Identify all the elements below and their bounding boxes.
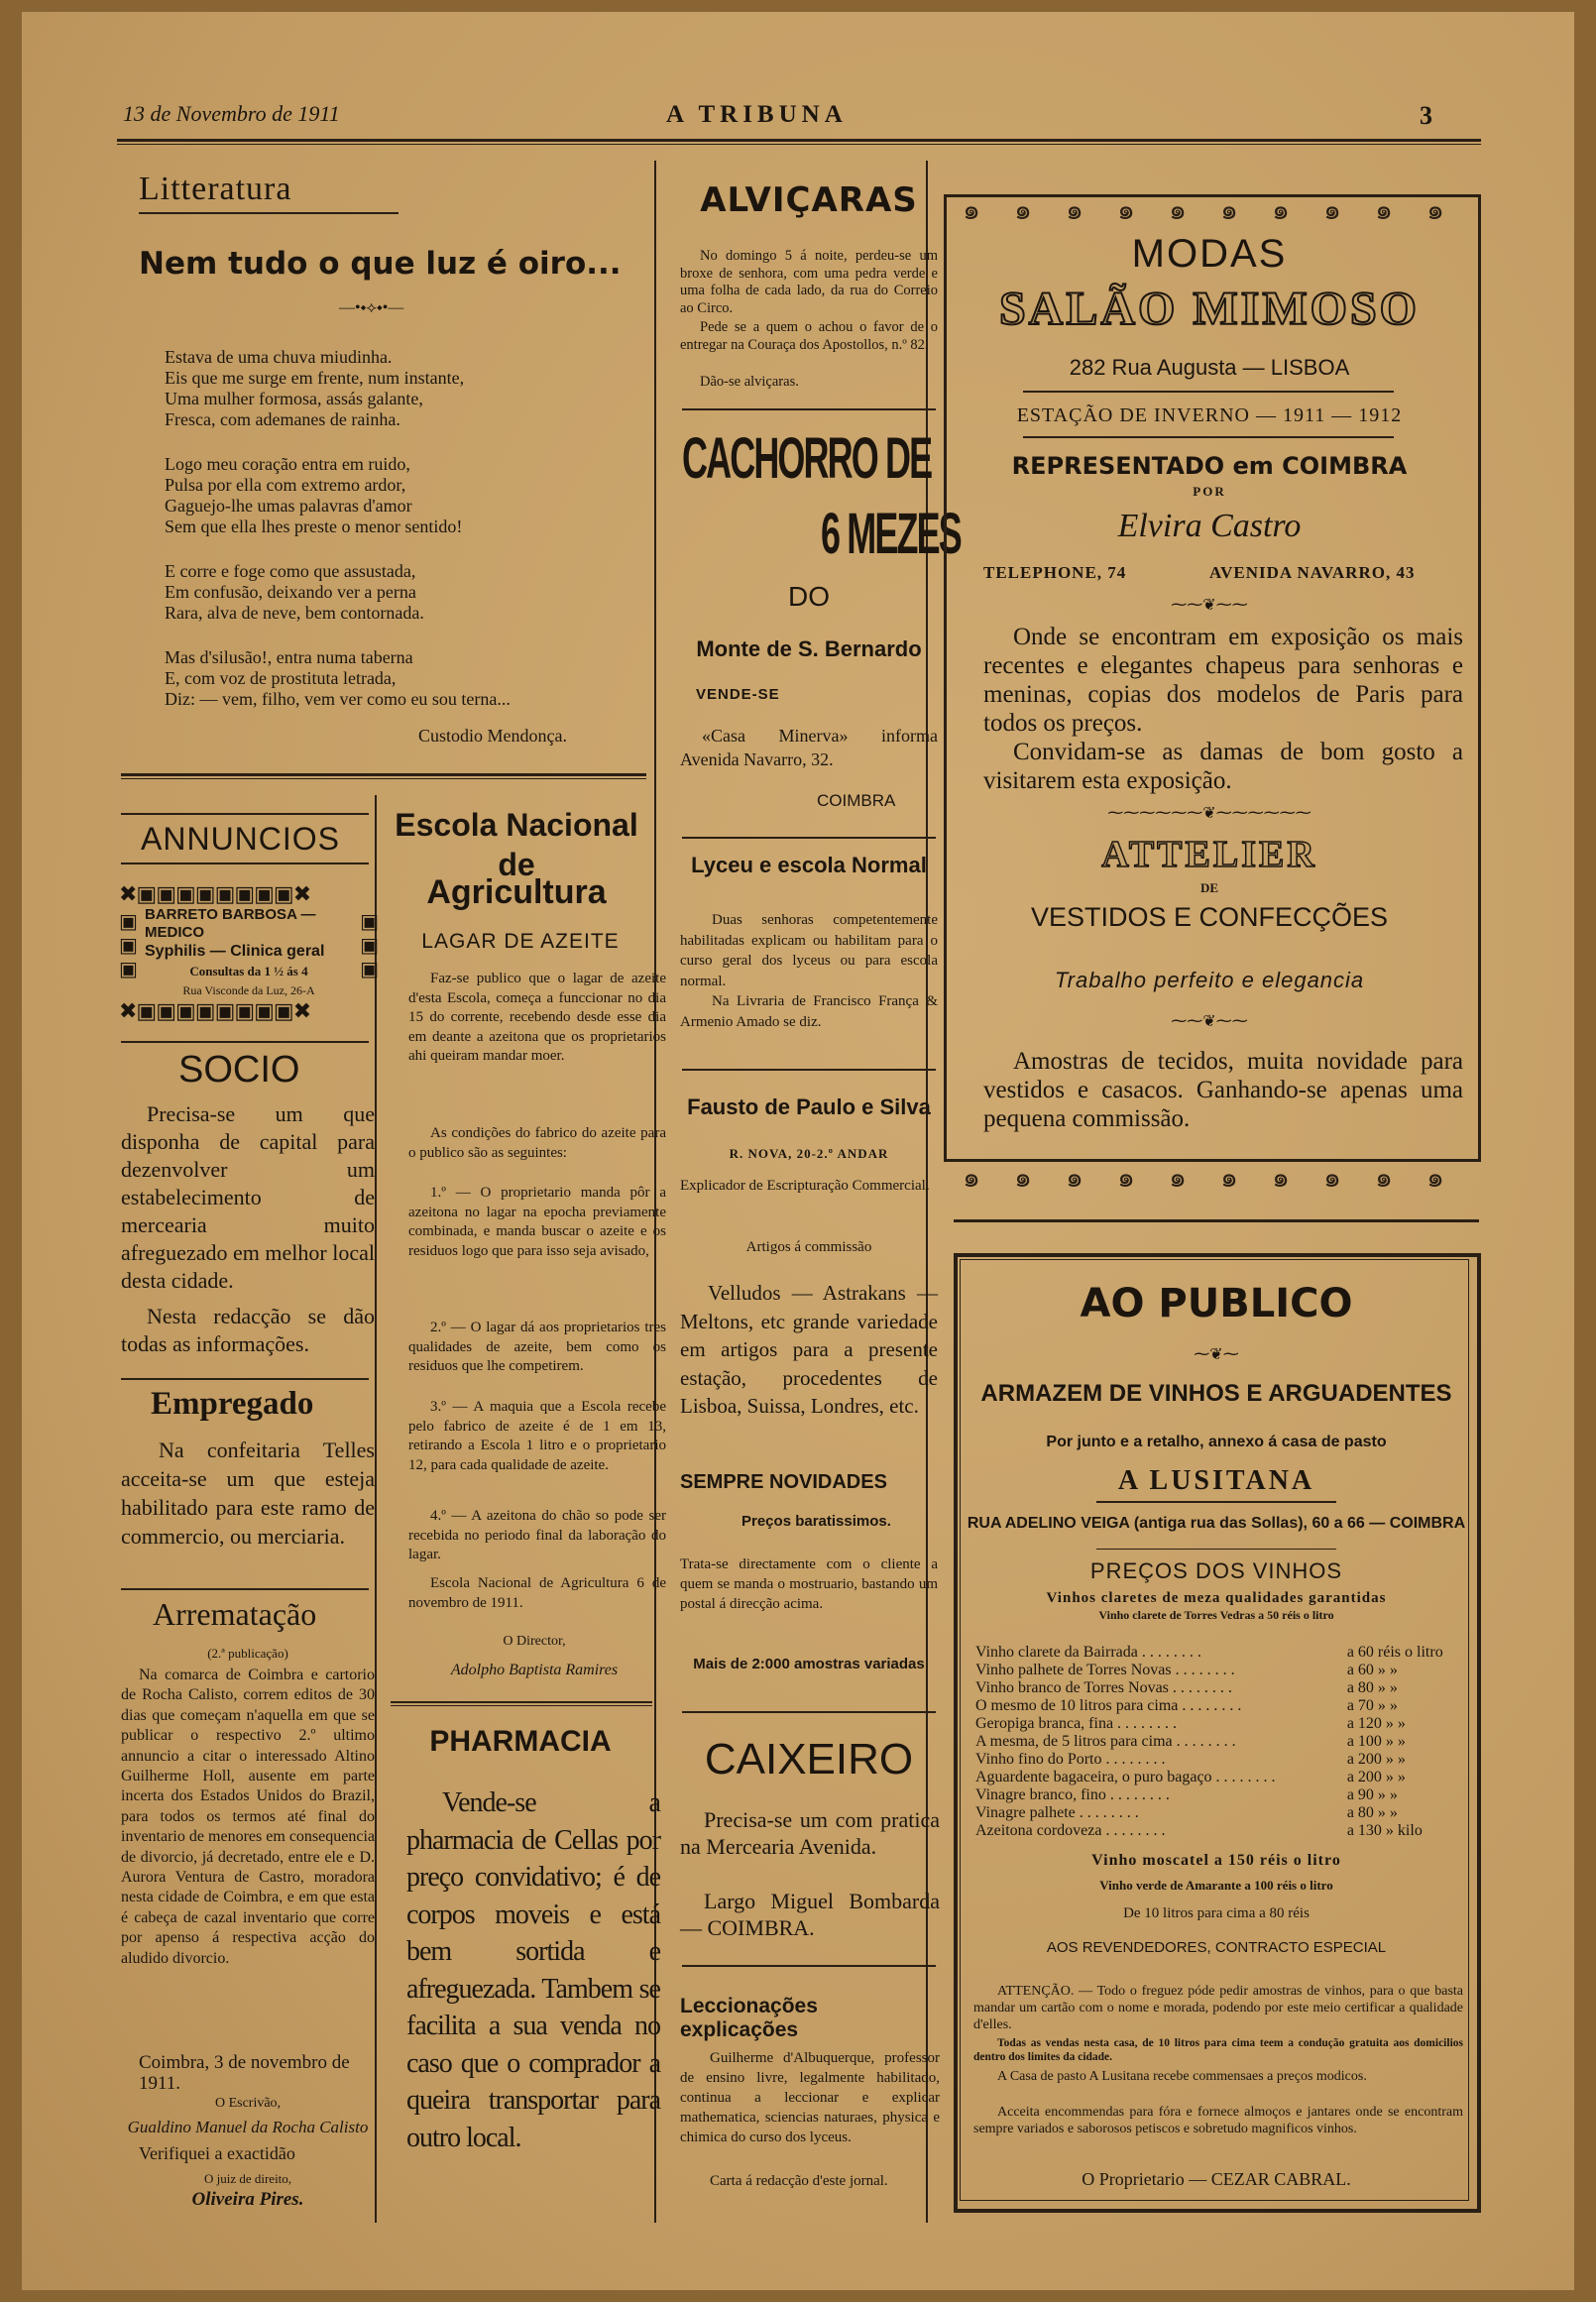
poem-line: Gaguejo-lhe umas palavras d'amor (165, 496, 412, 516)
escola-p1: Faz-se publico que o lagar de azeite d'esta Escola, começa a funccionar no dia 15 do corrente, recebendo desde esse dia em deante a azeitona que os proprietarios ahi queiram mandar moer. (408, 971, 666, 1064)
salao-ornament-3: ⁓⁓❦⁓⁓ (1171, 1013, 1248, 1030)
arrematacao-date: Coimbra, 3 de novembro de 1911. (139, 2052, 350, 2094)
wine-row (975, 1822, 1465, 1840)
fausto-velludos: Velludos — Astrakans — Meltons, etc grande variedade em artigos para a presente estação, procedentes de Lisboa, Suissa, Londres, etc. (680, 1281, 938, 1418)
pharmacia-body: Vende-se a pharmacia de Cellas por preço convidativo; é de corpos moveis e está bem sortida e afreguezada. Tambem se facilita a sua venda no caso que o comprador a queira transportar para outro local. (406, 1787, 660, 2153)
header-paper-title: A TRIBUNA (666, 101, 848, 128)
header-rule-thin (117, 144, 1481, 145)
literatura-section: Litteratura (139, 171, 292, 207)
fausto-title: Fausto de Paulo e Silva (687, 1094, 931, 1119)
poem-body (165, 335, 511, 722)
cachorro-city: COIMBRA (817, 791, 896, 810)
alvicaras-reward: Dão-se alviçaras. (700, 374, 799, 390)
publico-claretes: Vinhos claretes de meza qualidades garantidas (1046, 1590, 1387, 1606)
arrematacao-title: Arrematação (153, 1596, 317, 1632)
wine-price: a 60 » » (1346, 1662, 1398, 1678)
socio-body: Precisa-se um que disponha de capital para dezenvolver um estabelecimento de mercearia muito afreguezado em melhor local desta cidade. (121, 1101, 375, 1293)
wine-price: a 80 » » (1346, 1679, 1398, 1696)
leccionacoes-title: Leccionações explicações (680, 1995, 818, 2041)
wine-name: Vinho clarete da Bairrada . . . . . . . . (975, 1644, 1201, 1661)
leccionacoes-carta: Carta á redacção d'este jornal. (710, 2173, 888, 2189)
juiz-signature: Oliveira Pires. (191, 2189, 304, 2210)
publico-top-rule (954, 1219, 1479, 1222)
wine-row (975, 1715, 1465, 1733)
leccionacoes-body: Guilherme d'Albuquerque, professor de ensino livre, legalmente habilitado, continua a leccionar e explicar mathematica, sciencias naturaes, physica e chimica do curso dos lyceus. (680, 2050, 940, 2145)
publico-amarante: Vinho verde de Amarante a 100 réis o litro (1099, 1878, 1333, 1893)
publico-moscatel: Vinho moscatel a 150 réis o litro (1091, 1852, 1341, 1869)
card-specialty: Syphilis — Clinica geral (145, 943, 325, 960)
salao-telephone: TELEPHONE, 74 (983, 563, 1127, 582)
verifiquei-text: Verifiquei a exactidão (139, 2143, 295, 2163)
fausto-top-rule (682, 1069, 936, 1071)
salao-elvira: Elvira Castro (1117, 508, 1302, 544)
salao-atelier: ATTELIER (1101, 834, 1317, 875)
publico-armazem: ARMAZEM DE VINHOS E ARGUADENTES (980, 1380, 1452, 1407)
wine-price: a 90 » » (1346, 1786, 1398, 1803)
wine-name: Azeitona cordoveza . . . . . . . . (975, 1822, 1166, 1839)
cachorro-info: «Casa Minerva» informa Avenida Navarro, 32. (680, 726, 938, 769)
wine-price: a 200 » » (1346, 1769, 1406, 1785)
caixeiro-address: Largo Miguel Bombarda — COIMBRA. (680, 1889, 940, 1940)
salao-name: SALÃO MIMOSO (998, 283, 1421, 335)
salao-ornament-1: ⁓⁓❦⁓⁓ (1171, 597, 1248, 614)
wine-row (975, 1679, 1465, 1697)
fausto-commissao: Artigos á commissão (745, 1239, 872, 1255)
wine-name: Aguardente bagaceira, o puro bagaço . . . . . . . . (975, 1769, 1276, 1785)
empregado-body: Na confeitaria Telles acceita-se um que esteja habilitado para este ramo de commercio, ou merciaria. (121, 1438, 375, 1549)
card-border-top: ✖▣▣▣▣▣▣▣▣✖ (119, 881, 311, 906)
salao-por: POR (1193, 484, 1226, 499)
salao-p1: Onde se encontram em exposição os mais recentes e elegantes chapeus para senhoras e meninas, copias dos modelos de Paris para todos os preços. (983, 624, 1463, 737)
wine-row (975, 1804, 1465, 1822)
escola-title-1: Escola Nacional de (395, 807, 638, 882)
pharmacia-title: PHARMACIA (429, 1725, 612, 1758)
caixeiro-top-rule (682, 1711, 936, 1713)
escola-condition-2: 2.º — O lagar dá aos proprietarios tres qualidades de azeite, bem como os residuos que lhe competirem. (408, 1320, 666, 1374)
salao-p2: Convidam-se as damas de bom gosto a visitarem esta exposição. (983, 739, 1463, 794)
cachorro-line-2: 6 MEZES (821, 502, 961, 566)
publico-junto: Por junto e a retalho, annexo á casa de pasto (1046, 1434, 1387, 1450)
card-border-left: ▣ ▣ ▣ (119, 911, 138, 980)
wine-price: a 130 » kilo (1346, 1822, 1423, 1839)
socio-title: SOCIO (178, 1049, 300, 1091)
poem-line: Rara, alva de neve, bem contornada. (165, 603, 424, 623)
literatura-bottom-rule-thin (121, 778, 646, 779)
salao-rule-2 (1023, 436, 1394, 438)
literatura-bottom-rule (121, 773, 646, 776)
pharmacia-top-rule (391, 1701, 652, 1703)
wine-row (975, 1697, 1465, 1715)
lyceu-title: Lyceu e escola Normal (691, 853, 927, 877)
publico-rua-rule (1096, 1549, 1336, 1550)
poem-line: Pulsa por ella com extremo ardor, (165, 475, 406, 495)
salao-de: DE (1199, 880, 1219, 895)
leccionacoes-top-rule (682, 1965, 936, 1967)
fausto-trata-se: Trata-se directamente com o cliente a quem se manda o mostruario, bastando um postal á direcção acima. (680, 1556, 938, 1612)
wine-price: a 60 réis o litro (1346, 1644, 1443, 1661)
header-page-number: 3 (1420, 101, 1432, 130)
wine-row (975, 1644, 1465, 1662)
escrivao-signature: Gualdino Manuel da Rocha Calisto (127, 2118, 369, 2136)
salao-modas: MODAS (1131, 232, 1288, 276)
poem-line: Uma mulher formosa, assás galante, (165, 389, 423, 408)
doctor-card (119, 882, 379, 1023)
publico-accepta: Acceita encommendas para fóra e fornece almoços e jantares onde se encontram sempre variados e saborosos petiscos e sobretudo magnificos vinhos. (973, 2105, 1463, 2136)
empregado-top-rule (121, 1378, 369, 1380)
wine-name: Geropiga branca, fina . . . . . . . . (975, 1715, 1178, 1732)
wine-price: a 120 » » (1346, 1715, 1406, 1732)
salao-rule-1 (1023, 391, 1394, 393)
card-border-right: ▣ ▣ ▣ (360, 911, 379, 980)
pharmacia-top-rule-thin (391, 1705, 652, 1706)
poem-line: E, com voz de prostituta letrada, (165, 668, 397, 688)
wine-row (975, 1733, 1465, 1751)
wine-name: Vinho branco de Torres Novas . . . . . . . . (975, 1679, 1232, 1696)
wine-row (975, 1662, 1465, 1679)
escola-title-2: Agricultura (426, 873, 607, 911)
poem-title: Nem tudo o que luz é oiro... (139, 246, 622, 282)
wine-name: Vinagre branco, fino . . . . . . . . (975, 1786, 1170, 1803)
fausto-amostras: Mais de 2:000 amostras variadas (693, 1656, 925, 1672)
escola-condition-1: 1.º — O proprietario manda pôr a azeitona no lagar na epocha previamente combinada, e manda buscar o azeite e os residuos logo que para isso seja avisado, (408, 1185, 666, 1259)
wine-row (975, 1786, 1465, 1804)
salao-ornament-2: ⁓⁓⁓⁓⁓⁓❦⁓⁓⁓⁓⁓⁓ (1107, 805, 1311, 822)
cachorro-vende-se: VENDE-SE (696, 686, 780, 703)
newspaper-page (22, 12, 1574, 2290)
wine-name: Vinho fino do Porto . . . . . . . . (975, 1751, 1166, 1768)
escola-p2: As condições do fabrico do azeite para o publico são as seguintes: (408, 1125, 666, 1161)
header-date: 13 de Novembro de 1911 (123, 101, 340, 126)
lyceu-top-rule (682, 837, 936, 839)
salao-representado: REPRESENTADO em COIMBRA (1011, 452, 1408, 480)
fausto-precos: Preços baratissimos. (741, 1513, 891, 1530)
poem-line: Logo meu coração entra em ruido, (165, 454, 410, 474)
poem-line: E corre e foge como que assustada, (165, 561, 416, 581)
wine-row (975, 1769, 1465, 1786)
escola-date: Escola Nacional de Agricultura 6 de novembro de 1911. (408, 1575, 666, 1611)
escrivao-label: O Escrivão, (214, 2096, 282, 2111)
wine-name: O mesmo de 10 litros para cima . . . . . . . . (975, 1697, 1242, 1714)
alvicaras-title: ALVIÇARAS (700, 180, 918, 220)
wine-price-table (975, 1644, 1465, 1840)
annuncios-title: ANNUNCIOS (141, 821, 341, 857)
escola-director-signature: Adolpho Baptista Ramires (450, 1662, 619, 1678)
salao-p3: Amostras de tecidos, muita novidade para vestidos e casacos. Ganhando-se apenas uma pequena commissão. (983, 1048, 1463, 1132)
fausto-novidades: SEMPRE NOVIDADES (680, 1471, 887, 1493)
wine-price: a 200 » » (1346, 1751, 1406, 1768)
salao-address: 282 Rua Augusta — LISBOA (1069, 355, 1350, 380)
caixeiro-body: Precisa-se um com pratica na Mercearia Avenida. (680, 1807, 940, 1859)
card-doctor-name: BARRETO BARBOSA — MEDICO (145, 906, 316, 941)
salao-ornament-top: ๑ ๑ ๑ ๑ ๑ ๑ ๑ ๑ ๑ ๑ (963, 195, 1444, 226)
fausto-explicador: Explicador de Escripturação Commercial. (680, 1178, 930, 1194)
poem-line: Estava de uma chuva miudinha. (165, 347, 393, 367)
salao-estacao: ESTAÇÃO DE INVERNO — 1911 — 1912 (1016, 404, 1403, 426)
salao-avenida: AVENIDA NAVARRO, 43 (1209, 563, 1416, 582)
publico-ornament: ⁓❦⁓ (1194, 1346, 1239, 1363)
card-hours: Consultas da 1 ½ ás 4 (189, 964, 308, 978)
alvicaras-body: No domingo 5 á noite, perdeu-se um broxe de senhora, com uma pedra verde e uma folha de cada lado, da rua do Correio ao Circo. (680, 248, 938, 316)
publico-vendas: Todas as vendas nesta casa, de 10 litros para cima teem a condução gratuita aos domicilios dentro dos limites da cidade. (973, 2037, 1463, 2063)
escola-subtitle: LAGAR DE AZEITE (421, 930, 620, 953)
poem-line: Diz: — vem, filho, vem ver como eu sou terna... (165, 689, 511, 709)
arrematacao-body: Na comarca de Coimbra e cartorio de Rocha Calisto, correm editos de 30 dias que começam n'aquella em que se publicar o respectivo 2.º ultimo annuncio a citar o interessado Altino Guilherme Holl, ausente em parte incerta dos Estados Unidos do Brazil, para todos os termos até final do inventario de menores em consequencia de divorcio, já decretado, entre ele e D. Aurora Ventura de Castro, moradora nesta cidade de Coimbra, e em que esta é cabeça de cazal inventario que corre por apenso á respectiva acção do aludido divorcio. (121, 1667, 375, 1967)
publico-lusitana: A LUSITANA (1117, 1465, 1315, 1496)
publico-revendedores: AOS REVENDEDORES, CONTRACTO ESPECIAL (1046, 1939, 1387, 1956)
escola-director-label: O Director, (503, 1634, 566, 1649)
publico-torres: Vinho clarete de Torres Vedras a 50 réis o litro (1098, 1608, 1334, 1622)
salao-ornament-bottom: ๑ ๑ ๑ ๑ ๑ ๑ ๑ ๑ ๑ ๑ (963, 1163, 1444, 1194)
wine-price: a 100 » » (1346, 1733, 1406, 1750)
publico-proprietario: O Proprietario — CEZAR CABRAL. (1082, 2169, 1351, 2189)
cachorro-do: DO (788, 581, 830, 612)
lyceu-body: Duas senhoras competentemente habilitadas explicam ou habilitam para o curso geral dos lyceus ou para escola normal. (680, 912, 938, 989)
poem-line: Eis que me surge em frente, num instante, (165, 368, 465, 388)
arrematacao-top-rule (121, 1588, 369, 1590)
escola-condition-3: 3.º — A maquia que a Escola recebe pelo fabrico de azeite é de 1 em 13, retirando a Escola 1 litro e o proprietario 12, para cada qualidade de azeite. (408, 1399, 666, 1473)
alvicaras-request: Pede se a quem o achou o favor de o entregar na Couraça dos Apostollos, n.º 82. (680, 319, 938, 353)
socio-top-rule (121, 1041, 369, 1043)
poem-line: Em confusão, deixando ver a perna (165, 582, 416, 602)
poem-line: Sem que ella lhes preste o menor sentido! (165, 517, 463, 536)
poem-line: Fresca, com ademanes de rainha. (165, 409, 400, 429)
salao-trabalho: Trabalho perfeito e elegancia (1054, 968, 1365, 992)
salao-vestidos: VESTIDOS E CONFECÇÕES (1030, 902, 1389, 932)
cachorro-breed: Monte de S. Bernardo (696, 636, 922, 661)
poem-author: Custodio Mendonça. (418, 726, 567, 746)
publico-title: AO PUBLICO (1080, 1281, 1353, 1326)
card-address: Rua Visconde da Luz, 26-A (182, 983, 315, 997)
fausto-address: R. NOVA, 20-2.º ANDAR (729, 1146, 889, 1161)
publico-casa: A Casa de pasto A Lusitana recebe commensaes a preços modicos. (997, 2069, 1367, 2084)
cachorro-line-1: CACHORRO DE (682, 426, 932, 491)
publico-attencao: ATTENÇÃO. — Todo o freguez póde pedir amostras de vinhos, para o que basta mandar um cartão com o nome e morada, podendo por este meio certificar a qualidade d'elles. (973, 1984, 1463, 2032)
annuncios-top-rule (121, 813, 369, 815)
publico-rua: RUA ADELINO VEIGA (antiga rua das Sollas), 60 a 66 — COIMBRA (967, 1515, 1466, 1532)
arrematacao-publication: (2.ª publicação) (207, 1646, 288, 1661)
wine-name: A mesma, de 5 litros para cima . . . . . . . . (975, 1733, 1236, 1750)
escola-condition-4: 4.º — A azeitona do chão so pode ser recebida no periodo final da laboração do lagar. (408, 1508, 666, 1562)
caixeiro-title: CAIXEIRO (704, 1735, 914, 1784)
poem-ornament: —•⬩⟡⬩•— (339, 299, 404, 316)
socio-note: Nesta redacção se dão todas as informações. (121, 1304, 375, 1356)
wine-name: Vinho palhete de Torres Novas . . . . . . . . (975, 1662, 1235, 1678)
wine-row (975, 1751, 1465, 1769)
wine-price: a 70 » » (1346, 1697, 1398, 1714)
wine-price: a 80 » » (1346, 1804, 1398, 1821)
card-border-bottom: ✖▣▣▣▣▣▣▣▣✖ (119, 998, 311, 1023)
cachorro-top-rule (682, 408, 936, 410)
publico-lusitana-rule (1096, 1501, 1336, 1503)
header-rule (117, 139, 1481, 142)
publico-dez: De 10 litros para cima a 80 réis (1123, 1905, 1310, 1921)
literatura-underline (139, 212, 399, 214)
poem-line: Mas d'silusão!, entra numa taberna (165, 647, 413, 667)
lyceu-location: Na Livraria de Francisco França & Armenio Amado se diz. (680, 993, 938, 1030)
publico-precos: PREÇOS DOS VINHOS (1089, 1558, 1343, 1583)
annuncios-rule (121, 863, 369, 864)
empregado-title: Empregado (151, 1386, 314, 1422)
juiz-label: O juiz de direito, (203, 2171, 292, 2186)
wine-name: Vinagre palhete . . . . . . . . (975, 1804, 1139, 1821)
